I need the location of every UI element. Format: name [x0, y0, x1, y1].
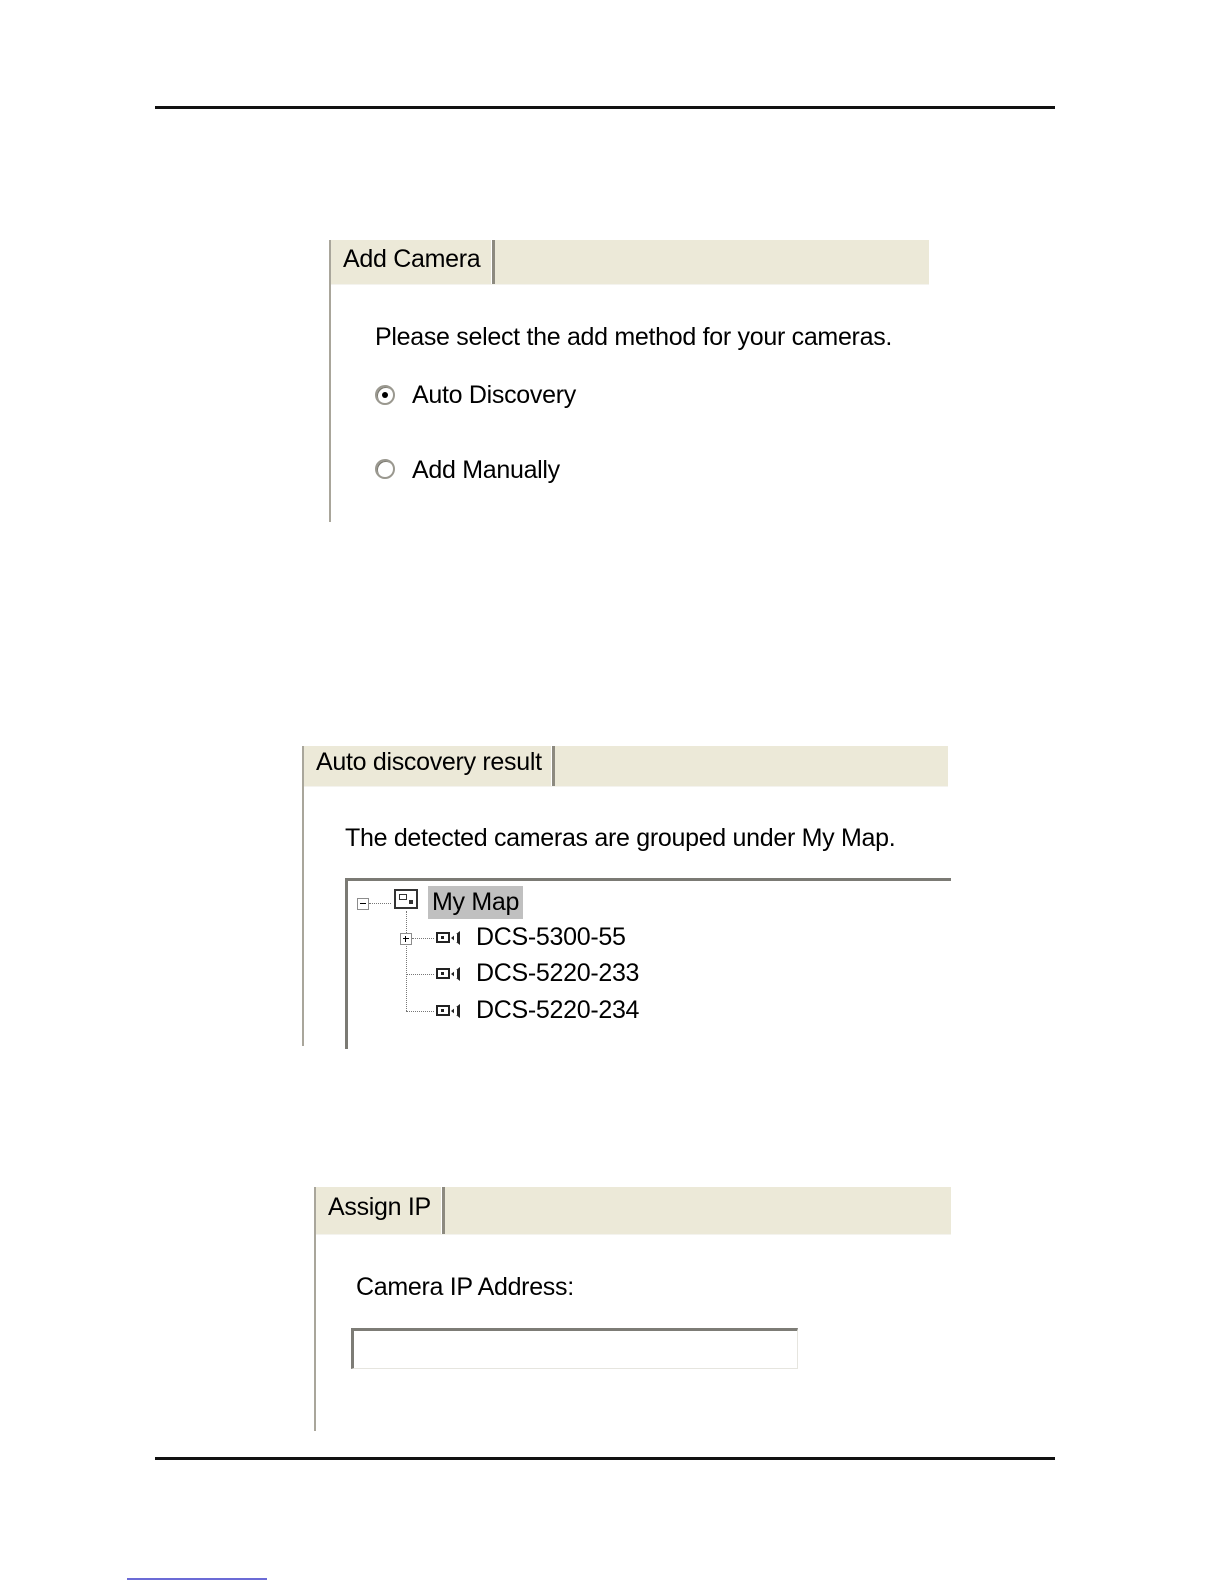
- panel-border: [302, 746, 304, 1046]
- tree-item-camera[interactable]: DCS-5220-233: [476, 959, 640, 987]
- add-method-prompt: Please select the add method for your cameras.: [375, 323, 893, 351]
- minus-box-icon[interactable]: [357, 898, 369, 910]
- camera-ip-label: Camera IP Address:: [356, 1273, 574, 1301]
- camera-icon: [436, 1004, 462, 1018]
- footer-rule: [155, 1457, 1055, 1460]
- add-camera-panel: [329, 240, 929, 522]
- radio-selected-dot: [382, 392, 388, 398]
- tree-connector: [406, 911, 407, 1011]
- header-rule: [155, 106, 1055, 109]
- tree-connector: [412, 938, 434, 939]
- add-manually-label[interactable]: Add Manually: [412, 456, 560, 484]
- tab-strip: [316, 1187, 951, 1235]
- plus-box-icon[interactable]: [400, 933, 412, 945]
- tab-strip: [304, 746, 948, 787]
- camera-tree[interactable]: [345, 878, 951, 1049]
- discovery-result-panel: [302, 746, 948, 1046]
- tree-connector: [406, 1011, 434, 1012]
- tree-item-camera[interactable]: DCS-5220-234: [476, 996, 640, 1024]
- footer-link-underline: [127, 1578, 267, 1580]
- camera-ip-input[interactable]: [351, 1328, 798, 1369]
- auto-discovery-label[interactable]: Auto Discovery: [412, 381, 576, 409]
- camera-icon: [436, 931, 462, 945]
- add-manually-radio[interactable]: [375, 459, 395, 479]
- tree-root-my-map[interactable]: My Map: [428, 886, 523, 919]
- tree-connector: [369, 903, 391, 904]
- tree-connector: [406, 974, 434, 975]
- tab-assign-ip[interactable]: Assign IP: [316, 1187, 445, 1234]
- discovery-prompt: The detected cameras are grouped under My Map.: [345, 824, 896, 852]
- auto-discovery-radio[interactable]: [375, 385, 395, 405]
- tree-item-camera[interactable]: DCS-5300-55: [476, 923, 626, 951]
- tab-auto-discovery-result[interactable]: Auto discovery result: [304, 746, 555, 786]
- camera-icon: [436, 967, 462, 981]
- map-icon: [394, 889, 418, 909]
- tab-add-camera[interactable]: Add Camera: [331, 240, 495, 284]
- assign-ip-panel: [314, 1187, 951, 1431]
- tab-strip: [331, 240, 929, 285]
